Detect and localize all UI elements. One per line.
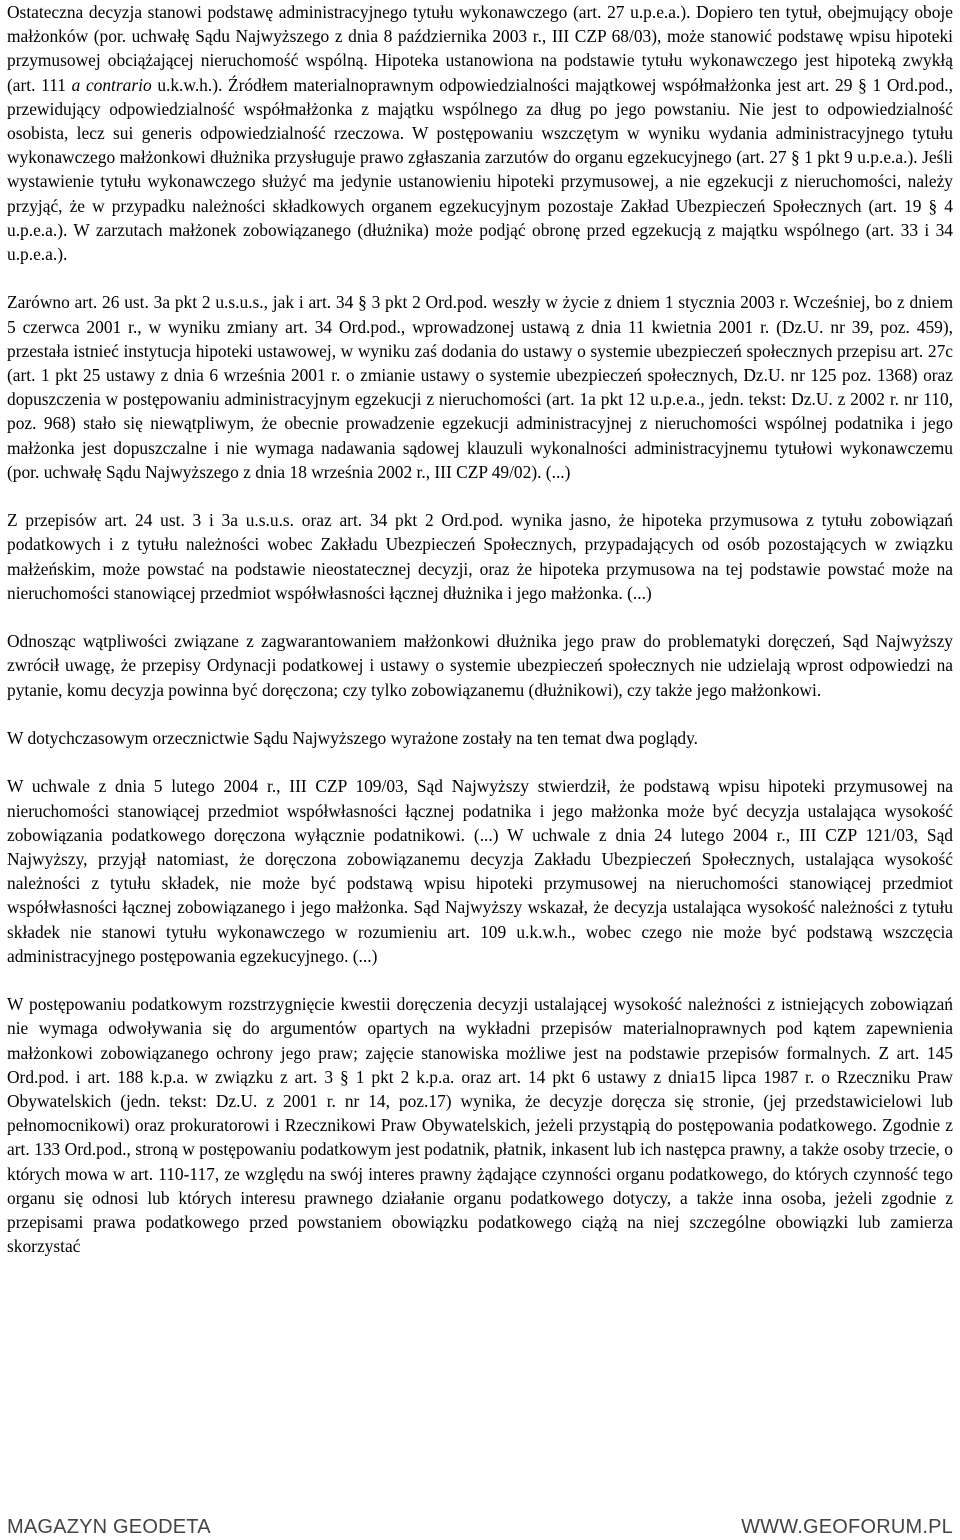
footer-website: WWW.GEOFORUM.PL [741, 1515, 953, 1538]
paragraph-6: W uchwale z dnia 5 lutego 2004 r., III CZP 109/03, Sąd Najwyższy stwierdził, że podstawą wpisu hipoteki przymusowej na nieruchomości stanowiącej przedmiot współwłasności łącznej podatnika i jego małżonka może być decyzja ustalająca wysokość zobowiązania podatkowego doręczona wyłącznie podatnikowi. (...) W uchwale z dnia 24 lutego 2004 r., III CZP 121/03, Sąd Najwyższy, przyjął natomiast, że doręczona zobowiązanemu decyzja Zakładu Ubezpieczeń Społecznych, ustalająca wysokość należności z tytułu składek, nie może być podstawą wpisu hipoteki przymusowej na nieruchomości stanowiącej przedmiot współwłasności łącznej zobowiązanego i jego małżonka. Sąd Najwyższy wskazał, że decyzja ustalająca wysokość należności z tytułu składek nie stanowi tytułu wykonawczego w rozumieniu art. 109 u.k.w.h., wobec czego nie może być podstawą wszczęcia administracyjnego postępowania egzekucyjnego. (...) [7, 776, 953, 966]
paragraph-1-text-a: Ostateczna decyzja stanowi podstawę administracyjnego tytułu wykonawczego (art. 27 u.p.e.a.). Dopiero ten tytuł, obejmujący oboje małżonków (por. uchwałę Sądu Najwyższego z dnia 8 października 2003 r., III CZP 68/03), może stanowić podstawę wpisu hipoteki przymusowej obciążającej nieruchomość wspólną. Hipoteka ustanowiona na podstawie tytułu wykonawczego jest hipoteką zwykłą (art. 111 [7, 2, 953, 95]
paragraph-5: W dotychczasowym orzecznictwie Sądu Najwyższego wyrażone zostały na ten temat dwa poglądy. [7, 728, 699, 749]
paragraph-7: W postępowaniu podatkowym rozstrzygnięcie kwestii doręczenia decyzji ustalającej wysokość należności z istniejących zobowiązań nie wymaga odwoływania się do argumentów opartych na wykładni przepisów materialnoprawnych pod kątem zapewnienia małżonkowi zobowiązanego ochrony jego praw; zajęcie stanowiska możliwe jest na podstawie przepisów formalnych. Z art. 145 Ord.pod. i art. 188 k.p.a. w związku z art. 3 § 1 pkt 2 k.p.a. oraz art. 14 pkt 6 ustawy z dnia15 lipca 1987 r. o Rzeczniku Praw Obywatelskich (jedn. tekst: Dz.U. z 2001 r. nr 14, poz.17) wynika, że decyzje doręcza się stronie, (jej przedstawicielowi lub pełnomocnikowi) oraz prokuratorowi i Rzecznikowi Praw Obywatelskich, jeżeli przystąpią do postępowania podatkowego. Zgodnie z art. 133 Ord.pod., stroną w postępowaniu podatkowym jest podatnik, płatnik, inkasent lub ich następca prawny, a także osoby trzecie, o których mowa w art. 110-117, ze względu na swój interes prawny żądające czynności organu podatkowego, do których czynność tego organu się odnosi lub których interesu prawnego działanie organu podatkowego dotyczy, a także inna osoba, jeżeli zgodnie z przepisami prawa podatkowego przed powstaniem obowiązku podatkowego ciążą na niej szczególne obowiązki lub zamierza skorzystać [7, 994, 953, 1257]
paragraph-1-italic-phrase: a contrario [71, 74, 152, 95]
paragraph-3: Z przepisów art. 24 ust. 3 i 3a u.s.u.s. oraz art. 34 pkt 2 Ord.pod. wynika jasno, że hipoteka przymusowa z tytułu zobowiązań podatkowych i z tytułu należności wobec Zakładu Ubezpieczeń Społecznych, przypadających od osób pozostających w związku małżeńskim, może powstać na podstawie nieostatecznej decyzji, oraz że hipoteka przymusowa na tej podstawie powstać może na nieruchomości stanowiącej przedmiot współwłasności łącznej dłużnika i jego małżonka. (...) [7, 510, 953, 603]
paragraph-1 [7, 0, 953, 266]
page-footer [7, 1516, 953, 1538]
footer-publication-name: MAGAZYN GEODETA [7, 1515, 211, 1538]
paragraph-1-text-b: u.k.w.h.). Źródłem materialnoprawnym odpowiedzialności majątkowej współmałżonka jest art. 29 § 1 Ord.pod., przewidujący odpowiedzialność współmałżonka z majątku wspólnego za dług po jego powstaniu. Nie jest to odpowiedzialność osobista, lecz sui generis odpowiedzialność rzeczowa. W postępowaniu wszczętym w wyniku wydania administracyjnego tytułu wykonawczego małżonkowi dłużnika przysługuje prawo zgłaszania zarzutów do organu egzekucyjnego (art. 27 § 1 pkt 9 u.p.e.a.). Jeśli wystawienie tytułu wykonawczego służyć ma jedynie ustanowieniu hipoteki przymusowej, a nie egzekucji z nieruchomości, należy przyjąć, że w przypadku należności składkowych organem egzekucyjnym pozostaje Zakład Ubezpieczeń Społecznych (art. 19 § 4 u.p.e.a.). W zarzutach małżonek zobowiązanego (dłużnika) może podjąć obronę przed egzekucją z majątku wspólnego (art. 33 i 34 u.p.e.a.). [7, 74, 953, 265]
paragraph-2: Zarówno art. 26 ust. 3a pkt 2 u.s.u.s., jak i art. 34 § 3 pkt 2 Ord.pod. weszły w życie z dniem 1 stycznia 2003 r. Wcześniej, bo z dniem 5 czerwca 2001 r., w wyniku zmiany art. 34 Ord.pod., wprowadzonej ustawą z dnia 11 kwietnia 2001 r. (Dz.U. nr 39, poz. 459), przestała istnieć instytucja hipoteki ustawowej, w wyniku zaś dodania do ustawy o systemie ubezpieczeń społecznych przepisu art. 27c (art. 1 pkt 25 ustawy z dnia 6 września 2001 r. o zmianie ustawy o systemie ubezpieczeń społecznych, Dz.U. nr 125 poz. 1368) oraz dopuszczenia w postępowaniu administracyjnym egzekucji z nieruchomości (art. 1a pkt 12 u.p.e.a., jedn. tekst: Dz.U. z 2002 r. nr 110, poz. 968) stało się niewątpliwym, że obecnie prowadzenie egzekucji administracyjnej z nieruchomości wspólnej podatnika i jego małżonka jest dopuszczalne i nie wymaga nadawania sądowej klauzuli wykonalności administracyjnemu tytułowi wykonawczemu (por. uchwałę Sądu Najwyższego z dnia 18 września 2002 r., III CZP 49/02). (...) [7, 292, 953, 482]
document-body [7, 0, 953, 1283]
paragraph-4: Odnosząc wątpliwości związane z zagwarantowaniem małżonkowi dłużnika jego praw do problematyki doręczeń, Sąd Najwyższy zwrócił uwagę, że przepisy Ordynacji podatkowej i ustawy o systemie ubezpieczeń społecznych nie udzielają wprost odpowiedzi na pytanie, komu decyzja powinna być doręczona; czy tylko zobowiązanemu (dłużnikowi), czy także jego małżonkowi. [7, 631, 953, 700]
